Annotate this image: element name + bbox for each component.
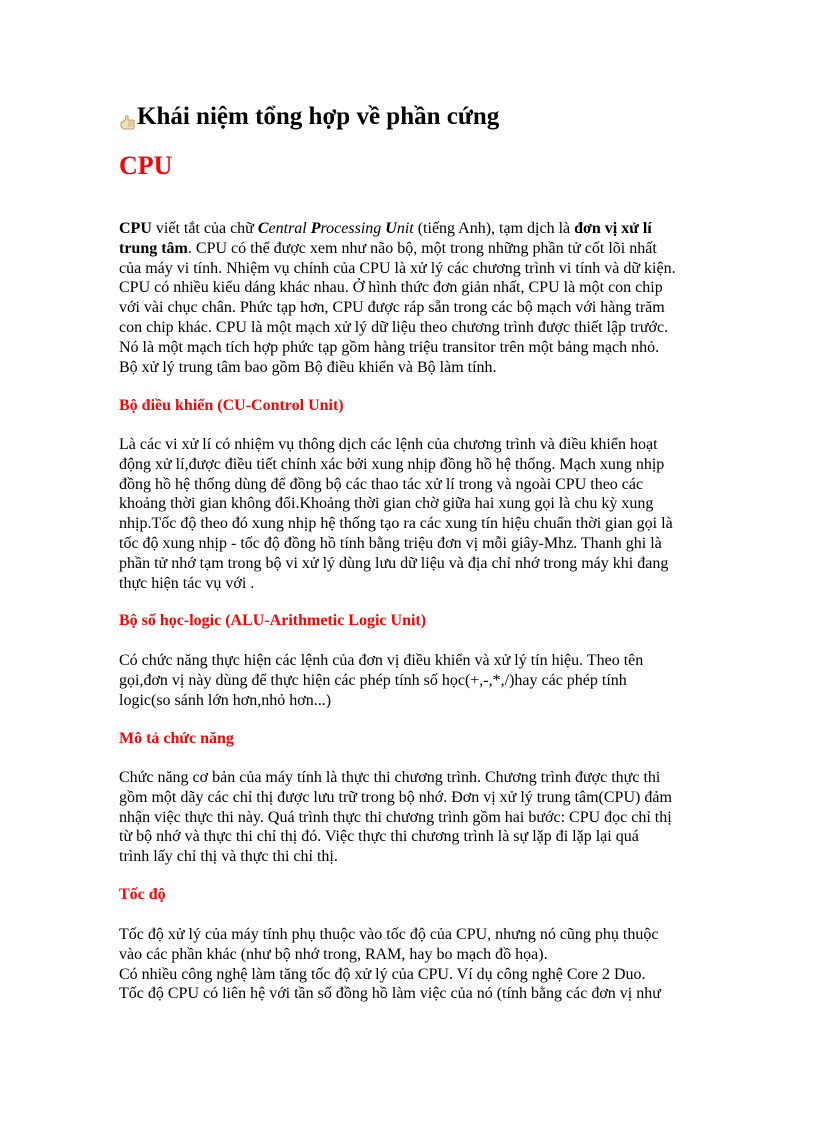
paragraph-line: nhịp.Tốc độ theo đó xung nhịp hệ thống tạo ra các xung tín hiệu chuẩn thời gian gọi là xyxy=(119,515,673,533)
paragraph-line: Tốc độ xử lý của máy tính phụ thuộc vào tốc độ của CPU, nhưng nó cũng phụ thuộc xyxy=(119,926,659,943)
paragraph-line: tốc độ xung nhịp - tốc độ đồng hồ tính bằng triệu đơn vị mỗi giây-Mhz. Thanh ghi là xyxy=(119,534,662,552)
paragraph-line: gọi,đơn vị này dùng để thực hiện các phép tính số học(+,-,*,/)hay các phép tính xyxy=(119,671,627,689)
section-heading-cpu: CPU xyxy=(119,151,173,180)
section-heading-alu: Bộ số học-logic (ALU-Arithmetic Logic Unit) xyxy=(119,612,427,629)
alu-paragraph xyxy=(119,651,701,710)
section-heading-function: Mô tả chức năng xyxy=(119,730,234,747)
bold-term-2: trung tâm xyxy=(119,239,188,257)
intro-line-1: CPU viết tắt của chữ Central Processing Unit (tiếng Anh), tạm dịch là đơn vị xử lí xyxy=(119,220,652,237)
bold-term-1: đơn vị xử lí xyxy=(574,220,652,237)
cpu-bold: CPU xyxy=(119,220,152,237)
paragraph-line: logic(so sánh lớn hơn,nhỏ hơn...) xyxy=(119,691,332,709)
speed-paragraph xyxy=(119,925,701,1004)
paragraph-line: Là các vi xử lí có nhiệm vụ thông dịch các lệnh của chương trình và điều khiển hoạt xyxy=(119,436,658,453)
paragraph-line: đồng hồ hệ thống dùng để đồng bộ các thao tác xử lí trong và ngoài CPU theo các xyxy=(119,475,644,493)
title-text: Khái niệm tổng hợp về phần cứng xyxy=(137,103,500,130)
intro-line: với vài chục chân. Phức tạp hơn, CPU được ráp sẵn trong các bộ mạch với hàng trăm xyxy=(119,299,665,317)
paragraph-line: Chức năng cơ bản của máy tính là thực thi chương trình. Chương trình được thực thi xyxy=(119,769,661,786)
paragraph-line: khoảng thời gian không đổi.Khoảng thời gian chờ giữa hai xung gọi là chu kỳ xung xyxy=(119,495,654,513)
paragraph-line: vào các phần khác (như bộ nhớ trong, RAM, hay bo mạch đồ họa). xyxy=(119,945,548,963)
paragraph-line: thực hiện tác vụ với . xyxy=(119,574,255,592)
paragraph-line: Có nhiều công nghệ làm tăng tốc độ xử lý của CPU. Ví dụ công nghệ Core 2 Duo. xyxy=(119,965,646,983)
hand-pointer-icon xyxy=(119,110,136,127)
intro-line-2: trung tâm. CPU có thể được xem như não bộ, một trong những phần tử cốt lõi nhất xyxy=(119,239,657,257)
section-heading-control-unit: Bộ điều khiển (CU-Control Unit) xyxy=(119,397,344,414)
intro-line: CPU có nhiều kiểu dáng khác nhau. Ở hình thức đơn giản nhất, CPU là một con chip xyxy=(119,279,663,297)
function-paragraph xyxy=(119,768,701,867)
paragraph-line: trình lấy chỉ thị và thực thi chỉ thị. xyxy=(119,848,338,866)
intro-line: Nó là một mạch tích hợp phức tạp gồm hàng triệu transitor trên một bảng mạch nhỏ. xyxy=(119,338,660,356)
section-heading-speed: Tốc độ xyxy=(119,886,166,903)
paragraph-line: động xử lí,được điều tiết chính xác bởi xung nhịp đồng hồ hệ thống. Mạch xung nhịp xyxy=(119,455,665,473)
paragraph-line: Tốc độ CPU có liên hệ với tần số đồng hồ làm việc của nó (tính bằng các đơn vị như xyxy=(119,985,661,1003)
paragraph-line: gồm một dãy các chỉ thị được lưu trữ trong bộ nhớ. Đơn vị xử lý trung tâm(CPU) đảm xyxy=(119,788,672,806)
intro-line: Bộ xử lý trung tâm bao gồm Bộ điều khiển và Bộ làm tính. xyxy=(119,358,497,376)
paragraph-line: từ bộ nhớ và thực thi chỉ thị đó. Việc thực thi chương trình là sự lặp đi lặp lại quá xyxy=(119,828,639,846)
paragraph-line: phần tử nhớ tạm trong bộ vi xử lý dùng lưu dữ liệu và địa chỉ nhớ trong máy khi đang xyxy=(119,554,669,572)
control-unit-paragraph xyxy=(119,435,701,593)
intro-paragraph xyxy=(119,219,701,377)
paragraph-line: nhận việc thực thi này. Quá trình thực thi chương trình gồm hai bước: CPU đọc chỉ thị xyxy=(119,808,672,826)
intro-line: của máy vi tính. Nhiệm vụ chính của CPU là xử lý các chương trình vi tính và dữ kiện. xyxy=(119,259,676,277)
paragraph-line: Có chức năng thực hiện các lệnh của đơn vị điều khiển và xử lý tín hiệu. Theo tên xyxy=(119,652,644,669)
intro-line: con chip khác. CPU là một mạch xử lý dữ liệu theo chương trình được thiết lập trước. xyxy=(119,318,669,336)
page-title xyxy=(119,103,719,131)
